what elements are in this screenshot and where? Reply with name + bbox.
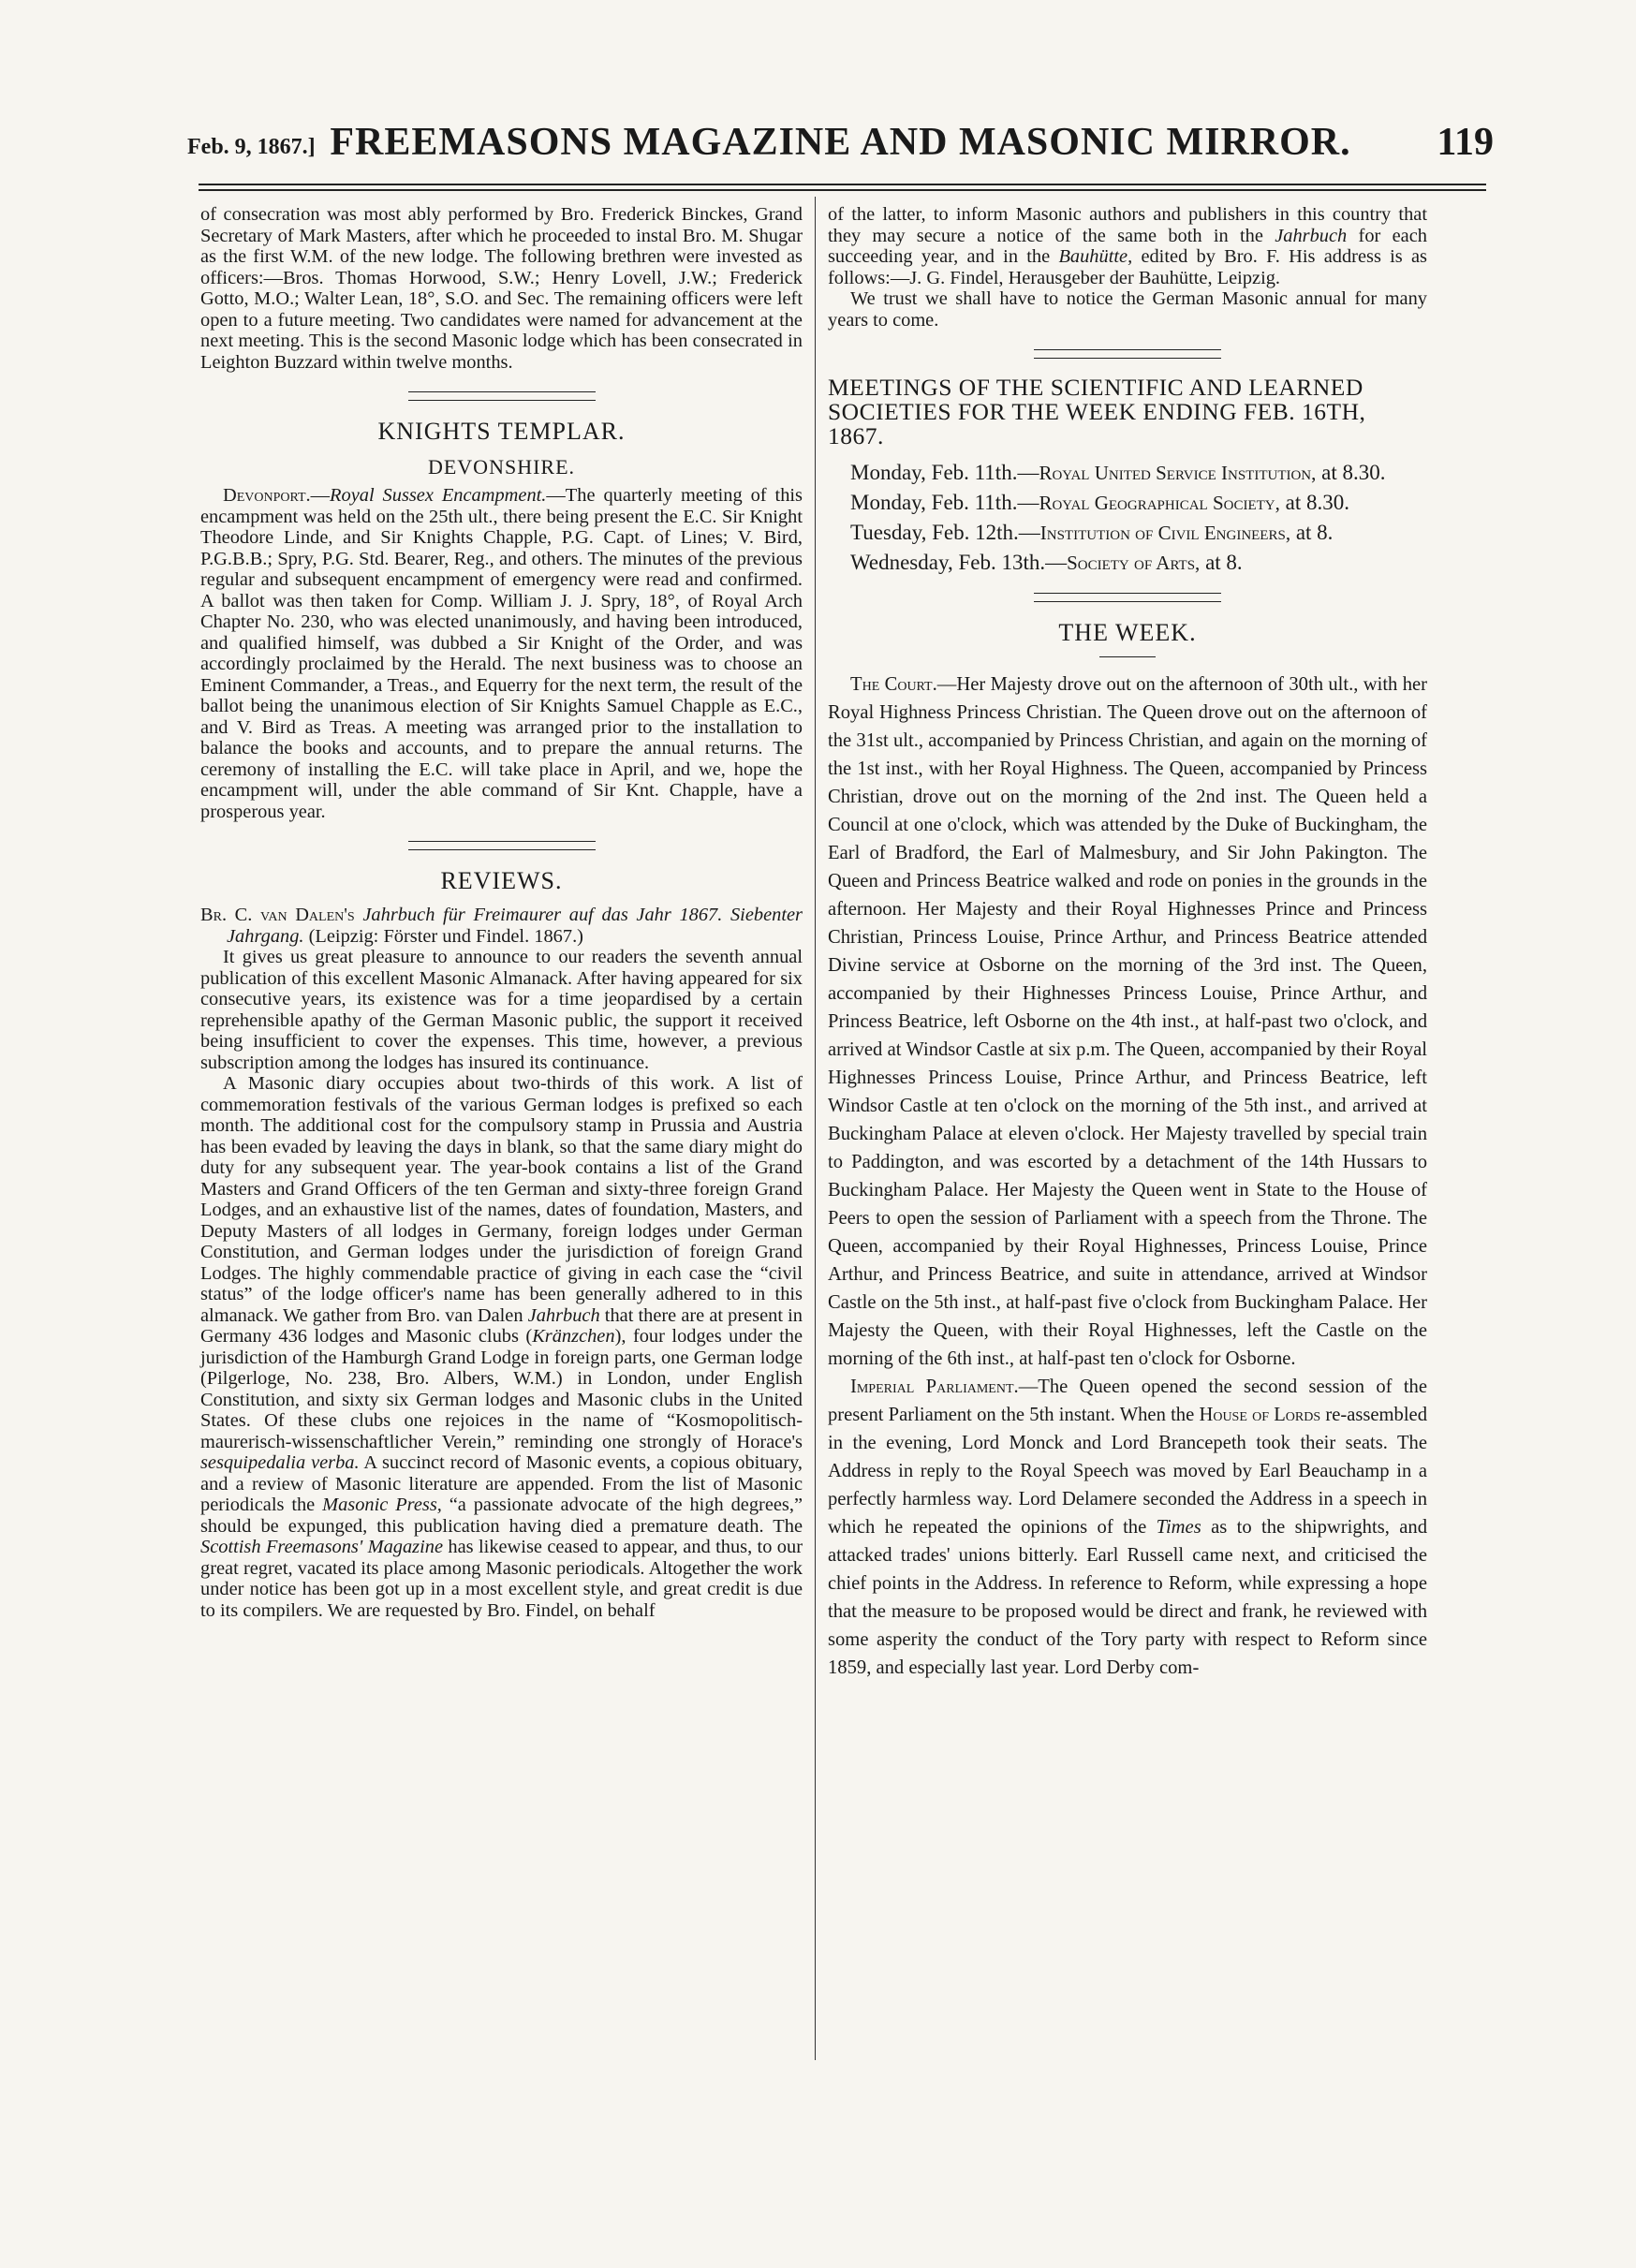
section-divider [1034,349,1221,359]
review-text: that there are at present in Germany 436 lodges and Masonic clubs ( [200,1304,803,1347]
review-text: A Masonic diary occupies about two-thirds of this work. A list of commemoration festivals of the various German lodges is prefixed so each month. The additional cost for the compulsory stamp in Prussia and Austria has been evaded by leaving the days in blank, so that the same diary might do duty for any subsequent year. The year-book contains a list of the Grand Masters and Grand Officers of the ten German and sixty-three foreign Grand Lodges, and an exhaustive list of the names, dates of foundation, Masters, and Deputy Masters of all lodges in Germany, foreign lodges under German Constitution, and German lodges under the jurisdiction of foreign Grand Lodges. The highly commendable practice of giving in each case the “civil status” of the lodge officer's name has been generally adhered to in this almanack. We gather from Bro. van Dalen [200,1073,803,1326]
left-column [200,204,803,1621]
meeting-society: Institution of Civil Engineers, [1039,522,1291,544]
knights-report: Devonport.—Royal Sussex Encampment.—The quarterly meeting of this encampment was held on the 25th ult., there being present the E.C. Sir Knight Theodore Linde, and Sir Knights Chapple, P.G. Capt. of Lines; V. Bird, P.G.B.B.; Spry, P.G. Std. Bearer, Reg., and others. The minutes of the previous regular and subsequent encampment of emergency were read and confirmed. A ballot was then taken for Comp. William J. J. Spry, 18°, of Royal Arch Chapter No. 230, who was elected unanimously, and having been introduced, and qualified himself, was dubbed a Sir Knight of the Order, and was accordingly proclaimed by the Herald. The next business was to choose an Eminent Commander, a Treas., and Equerry for the next term, the result of the ballot being the unanimous election of Sir Knights Samuel Chapple as E.C., and V. Bird as Treas. A meeting was arranged prior to the installation to balance the books and accounts, and to prepare the annual returns. The ceremony of installing the E.C. will take place in April, and we, hope the encampment will, under the able command of Sir Knt. Chapple, have a prosperous year. [200,485,803,822]
meeting-item [828,552,1427,574]
meeting-item [828,492,1427,514]
section-divider [408,841,596,850]
meeting-society: Royal United Service Institution, [1039,462,1317,484]
court-lead: The Court. [850,674,937,695]
publication-title: FREEMASONS MAGAZINE AND MASONIC MIRROR. [330,121,1351,164]
meeting-society: Society of Arts, [1067,552,1201,574]
review-italic: sesquipedalia verba. [200,1452,360,1473]
column-rule [815,197,816,2060]
review-text: “a passionate advocate of the high degrees,” should be expunged, this publication having died a premature death. The [200,1495,803,1537]
review-paragraph-2 [200,1073,803,1621]
review-italic: Masonic Press, [322,1495,442,1515]
devonshire-subheading: DEVONSHIRE. [427,455,576,479]
the-week-heading: THE WEEK. [1058,619,1197,646]
review-paragraph-1: It gives us great pleasure to announce to our readers the seventh annual publication of this excellent Masonic Almanack. After having appeared for six consecutive years, its existence was for a time jeopardised by a certain reprehensible apathy of the German Masonic public, the support it received being insufficient to cover the expenses. This time, however, a previous subscription among the lodges has insured its continuance. [200,947,803,1073]
review-italic: Jahrbuch [527,1304,600,1326]
house-of-lords: House of Lords [1199,1405,1321,1425]
meeting-date: Tuesday, Feb. 12th.— [850,521,1040,544]
meeting-item [828,462,1427,484]
review-italic: Scottish Freemasons' Magazine [200,1537,444,1557]
meeting-society: Royal Geographical Society, [1039,492,1280,514]
review-italic: Jahrbuch [1275,225,1348,246]
meeting-date: Monday, Feb. 11th.— [850,461,1039,484]
meetings-heading: MEETINGS OF THE SCIENTIFIC AND LEARNED SOCIETIES FOR THE WEEK ENDING FEB. 16TH, 1867. [828,374,1366,449]
section-divider [408,391,596,401]
parliament-paragraph [828,1373,1427,1682]
right-column [828,204,1427,1682]
meeting-date: Monday, Feb. 11th.— [850,491,1039,514]
parliament-text: —The Queen opened the second session of the present Parliament on the 5th instant. When the [828,1377,1427,1425]
meeting-item [828,522,1427,544]
meeting-time: at 8. [1200,551,1243,574]
review-author: Br. C. van Dalen's [200,905,355,925]
review-text: ), four lodges under the jurisdiction of the Hamburgh Grand Lodge in foreign parts, one German lodge (Pilgerloge, No. 238, Bro. Albers, W.M.) in London, under English Constitution, and sixty six German lodges and Masonic clubs in the United States. Of these clubs one rejoices in the name of “Kosmopolitisch-maurerisch-wissenschaftlicher Verein,” reminding one strongly of Horace's [200,1326,803,1452]
court-paragraph [828,670,1427,1373]
meeting-time: at 8. [1290,521,1334,544]
knights-templar-heading: KNIGHTS TEMPLAR. [377,418,626,445]
reviews-heading: REVIEWS. [440,867,563,894]
meeting-time: at 8.30. [1279,491,1349,514]
court-body: —Her Majesty drove out on the afternoon of 30th ult., with her Royal Highness Princess Christian. The Queen drove out on the afternoon of the 31st ult., accompanied by Princess Christian, and again on the morning of the 1st inst., with her Royal Highness. The Queen, accompanied by Princess Christian, drove out on the morning of the 2nd inst. The Queen held a Council at one o'clock, which was attended by the Duke of Buckingham, the Earl of Bradford, the Earl of Malmesbury, and Sir John Pakington. The Queen and Princess Beatrice walked and rode on ponies in the grounds in the afternoon. Her Majesty and their Royal Highnesses Prince and Princess Christian, Princess Louise, Prince Arthur, and Princess Beatrice attended Divine service at Osborne on the morning of the 3rd inst. The Queen, accompanied by their Highnesses Princess Louise, Prince Arthur, and Princess Beatrice, left Osborne on the 4th inst., at half-past two o'clock, and arrived at Windsor Castle at six p.m. The Queen, accompanied by their Royal Highnesses Princess Louise, Prince Arthur, and Princess Beatrice, left Windsor Castle at ten o'clock on the morning of the 5th inst., and arrived at Buckingham Palace at eleven o'clock. Her Majesty travelled by special train to Paddington, and was escorted by a detachment of the 14th Hussars to Buckingham Palace. Her Majesty the Queen went in State to the House of Peers to open the session of Parliament with a speech from the Throne. The Queen, accompanied by their Royal Highnesses, Princess Louise, Prince Arthur, and Princess Beatrice, and suite in attendance, arrived at Windsor Castle on the 5th inst., at half-past five o'clock from Buckingham Palace. Her Majesty the Queen, with their Royal Highnesses, left the Castle on the morning of the 6th inst., at half-past ten o'clock for Osborne. [828,674,1427,1369]
review-text: has likewise ceased to appear, and thus, to our great regret, vacated its place among Masonic periodicals. Altogether the work under notice has been got up in a most excellent style, and great credit is due to its compilers. We are requested by Bro. Findel, on behalf [200,1537,803,1621]
consecration-paragraph: of consecration was most ably performed by Bro. Frederick Binckes, Grand Secretary of Mark Masters, after which he proceeded to instal Bro. M. Shugar as the first W.M. of the new lodge. The following brethren were invested as officers:—Bros. Thomas Horwood, S.W.; Henry Lovell, J.W.; Frederick Gotto, M.O.; Walter Lean, 18°, S.O. and Sec. The remaining officers were left open to a future meeting. Two candidates were named for advancement at the next meeting. This is the second Masonic lodge which has been consecrated in Leighton Buzzard within twelve months. [200,204,803,373]
review-book-title: Jahrbuch für Freimaurer auf das Jahr 1867. Siebenter Jahrgang. [227,905,803,947]
review-continuation [828,204,1427,288]
masthead [187,114,1494,170]
review-text: for each succeeding year, and in the [828,225,1427,267]
the-week-body [828,670,1427,1682]
section-divider [1034,593,1221,602]
review-italic: Kränzchen [532,1326,615,1347]
review-citation [200,905,803,947]
parliament-text: as to the shipwrights, and attacked trades' unions bitterly. Earl Russell came next, and criticised the chief points in the Address. In reference to Reform, while expressing a hope that the measure to be proposed would be direct and frank, he reviewed with some asperity the conduct of the Tory party with respect to Reform since 1859, and especially last year. Lord Derby com- [828,1517,1427,1678]
knights-encampment: Royal Sussex Encampment. [330,485,547,506]
meeting-time: at 8.30. [1316,461,1386,484]
parliament-text: re-assembled in the evening, Lord Monck and Lord Brancepeth took their seats. The Address in reply to the Royal Speech was moved by Earl Beauchamp in a perfectly harmless way. Lord Delamere seconded the Address in a speech in which he repeated the opinions of the [828,1405,1427,1538]
meeting-date: Wednesday, Feb. 13th.— [850,551,1068,574]
knights-body: —The quarterly meeting of this encampment was held on the 25th ult., there being present the E.C. Sir Knight Theodore Linde, and Sir Knights Chapple, P.G. Capt. of Lines; V. Bird, P.G.B.B.; Spry, P.G. Std. Bearer, Reg., and others. The minutes of the previous regular and subsequent encampment of emergency were read and confirmed. A ballot was then taken for Comp. William J. J. Spry, 18°, of Royal Arch Chapter No. 230, who was elected unanimously, and having been introduced, and qualified himself, was dubbed a Sir Knight of the Order, and was accordingly proclaimed by the Herald. The next business was to choose an Eminent Commander, a Treas., and Equerry for the next term, the result of the ballot being the unanimous election of Sir Knights Samuel Chapple as E.C., and V. Bird as Treas. A meeting was arranged prior to the installation to balance the books and accounts, and to prepare the annual returns. The ceremony of installing the E.C. will take place in April, and we, hope the encampment will, under the able command of Sir Knt. Chapple, have a prosperous year. [200,485,803,822]
parliament-lead: Imperial Parliament. [850,1377,1019,1397]
review-text: A succinct record of Masonic events, a copious obituary, and a review of Masonic literature are appended. From the list of Masonic periodicals the [200,1452,803,1515]
knights-place: Devonport. [223,485,311,506]
meetings-list [828,462,1427,574]
page-number: 119 [1437,121,1494,164]
issue-date: Feb. 9, 1867.] [187,135,316,159]
heading-underline [1099,656,1156,657]
times-italic: Times [1156,1517,1201,1538]
review-text: of the latter, to inform Masonic authors and publishers in this country that they may secure a notice of the same both in the [828,204,1427,246]
masthead-rule [199,184,1486,191]
review-publisher: (Leipzig: Förster und Findel. 1867.) [308,925,583,947]
review-closing: We trust we shall have to notice the German Masonic annual for many years to come. [828,288,1427,331]
review-italic: Bauhütte, [1058,246,1133,267]
review-text: edited by Bro. F. His address is as follows:—J. G. Findel, Herausgeber der Bauhütte, Leipzig. [828,246,1427,288]
